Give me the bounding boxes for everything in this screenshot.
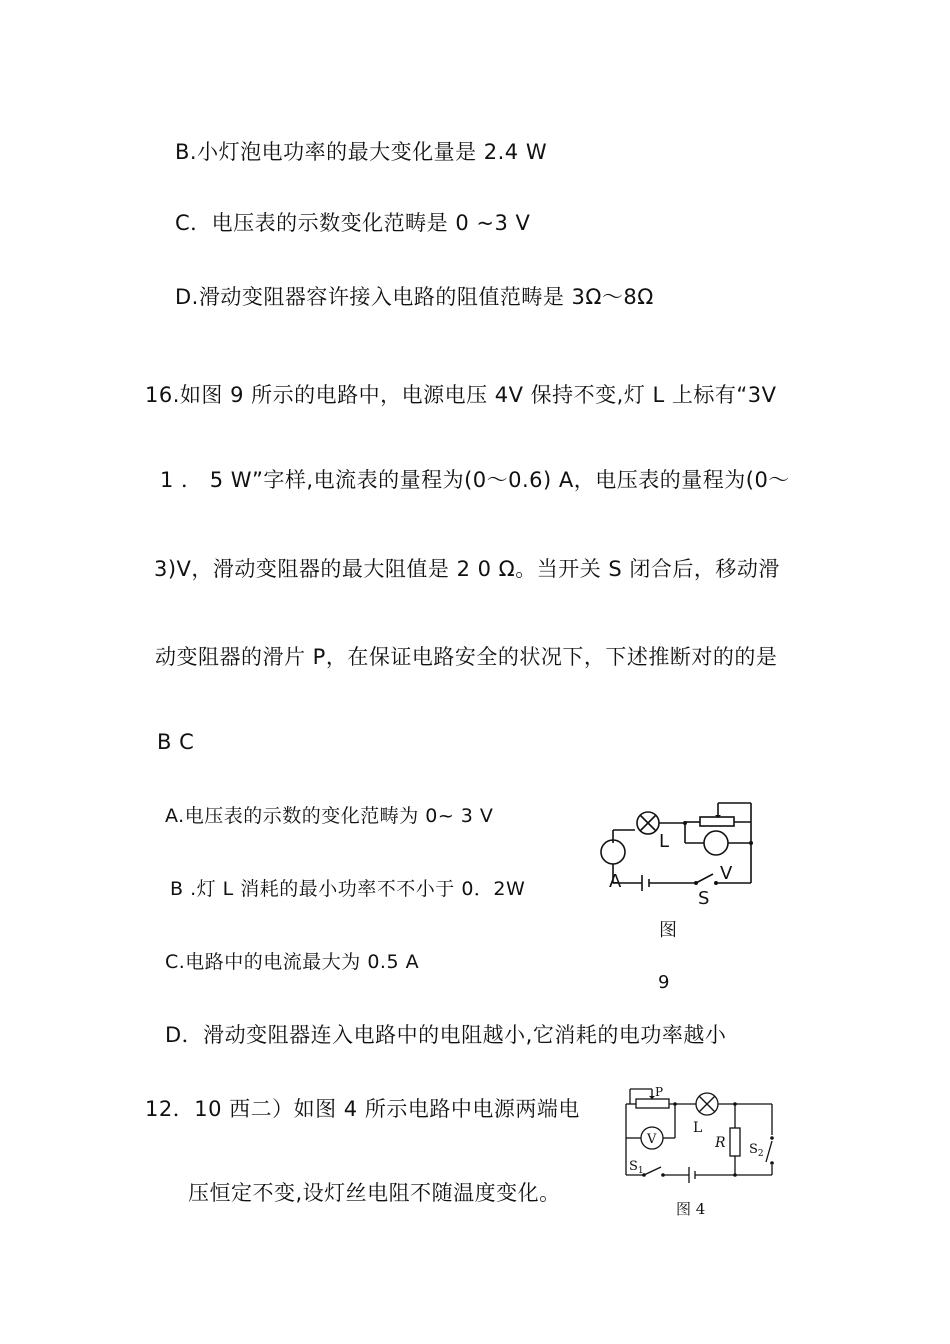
- figure-4-label-r: R: [715, 1135, 726, 1151]
- question-16-option-a: A.电压表的示数的变化范畴为 0~ 3 V: [165, 805, 494, 827]
- question-16-option-b: B .灯 L 消耗的最小功率不不小于 0．2W: [170, 878, 526, 900]
- figure-9-caption-top: 图: [659, 920, 677, 941]
- figure-9-label-a: A: [609, 871, 622, 892]
- figure-4-label-s2: $S_2$: [749, 1142, 764, 1159]
- question-16-answer: B C: [157, 730, 195, 754]
- question-16-line-4: 动变阻器的滑片 P，在保证电路安全的状况下，下述推断对的的是: [155, 645, 778, 669]
- figure-4-circuit: [618, 1083, 780, 1191]
- question-16-option-d: D．滑动变阻器连入电路中的电阻越小,它消耗的电功率越小: [165, 1023, 727, 1047]
- question-16-line-2: 1 ． 5 W”字样,电流表的量程为(0～0.6) A，电压表的量程为(0～: [160, 468, 790, 492]
- question-12-line-2: 压恒定不变,设灯丝电阻不随温度变化。: [188, 1181, 561, 1205]
- figure-4-label-l: L: [693, 1120, 703, 1136]
- question-12-line-1: 12．10 西二）如图 4 所示电路中电源两端电: [145, 1097, 580, 1121]
- figure-9-caption-bottom: 9: [658, 972, 670, 993]
- figure-4-caption: 图 4: [676, 1200, 706, 1218]
- option-d-previous: D.滑动变阻器容许接入电路的阻值范畴是 3Ω～8Ω: [175, 285, 654, 309]
- figure-4-label-s1: $S_1$: [629, 1159, 644, 1176]
- question-16-line-3: 3)V，滑动变阻器的最大阻值是 2 0 Ω。当开关 S 闭合后，移动滑: [154, 557, 780, 581]
- option-b-previous: B.小灯泡电功率的最大变化量是 2.4 W: [175, 140, 548, 164]
- question-16-line-1: 16.如图 9 所示的电路中，电源电压 4V 保持不变,灯 L 上标有“3V: [145, 383, 777, 407]
- question-16-option-c: C.电路中的电流最大为 0.5 A: [165, 951, 420, 973]
- figure-9-circuit: [595, 795, 765, 910]
- figure-4-label-v: V: [647, 1132, 657, 1147]
- figure-4-label-p: P: [655, 1085, 664, 1099]
- figure-9-label-l: L: [659, 831, 670, 852]
- figure-9-label-s: S: [698, 888, 710, 909]
- option-c-previous: C．电压表的示数变化范畴是 0 ~3 V: [175, 211, 531, 235]
- figure-9-label-v: V: [720, 863, 733, 884]
